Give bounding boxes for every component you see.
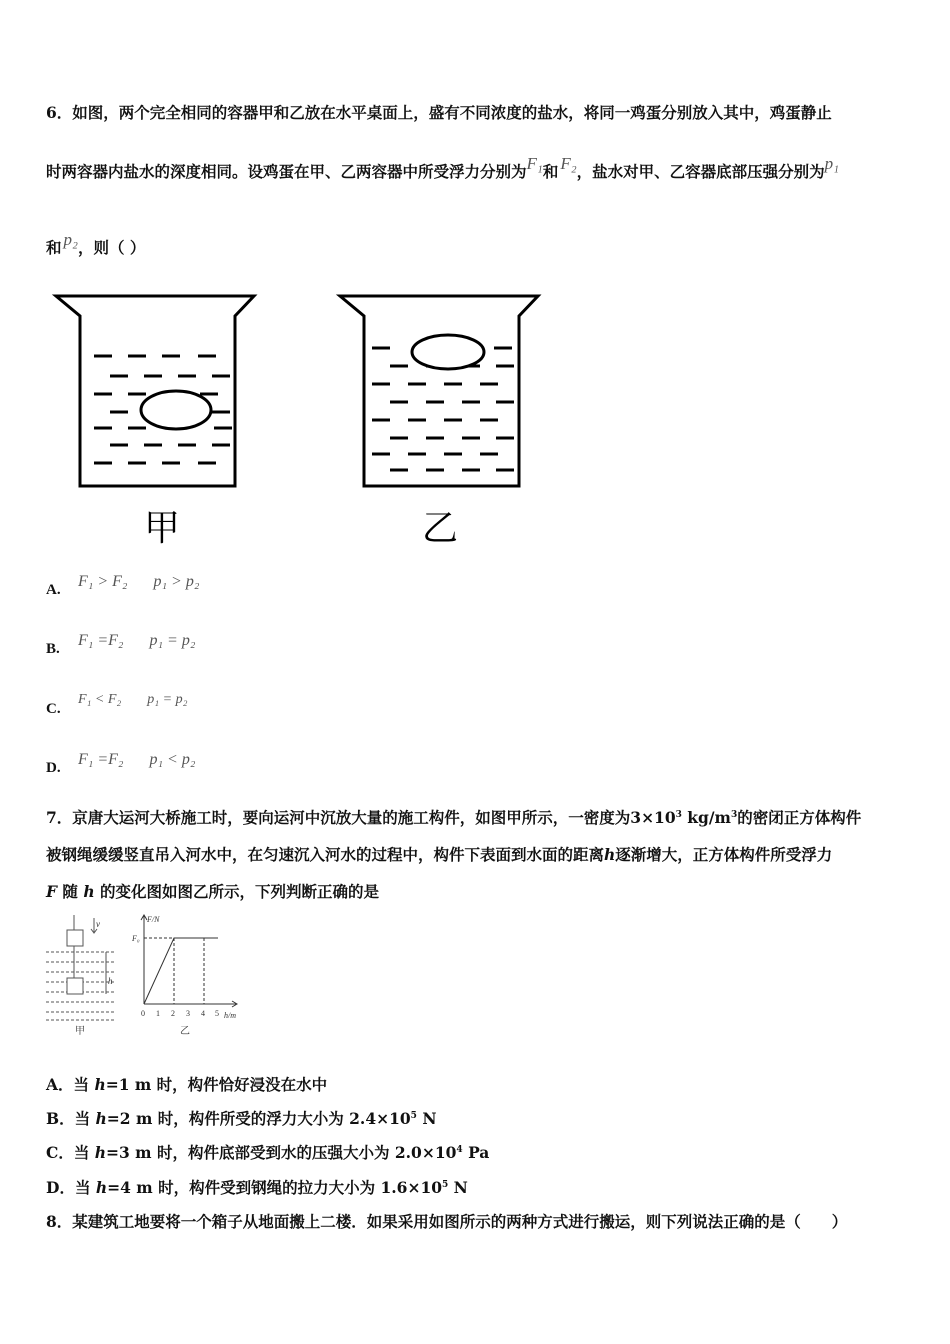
q7-fig-h: h xyxy=(108,976,113,986)
q6-and-2: 和 xyxy=(46,238,62,257)
q8-line-1: 8．某建筑工地要将一个箱子从地面搬上二楼．如果采用如图所示的两种方式进行搬运，则下列说法正确的是（ ） xyxy=(46,1212,848,1231)
q6-option-a-label: A. xyxy=(46,582,61,598)
q7-option-d-pre: D．当 xyxy=(46,1178,96,1197)
q6-line-1: 6．如图，两个完全相同的容器甲和乙放在水平桌面上，盛有不同浓度的盐水，将同一鸡蛋分别放入其中，鸡蛋静止 xyxy=(46,103,832,122)
q6-line-3 xyxy=(46,230,910,258)
q7-fig-yi xyxy=(141,915,237,1007)
q6-option-d-f: F₁ =F₂ xyxy=(78,751,124,768)
q6-line-2 xyxy=(46,154,910,182)
q6-option-c-math xyxy=(78,692,213,708)
q7-line-3a: 随 xyxy=(57,882,84,901)
q7-fig-tick-1: 1 xyxy=(156,1009,160,1018)
q7-option-d-post: N xyxy=(448,1178,468,1197)
q7-option-d-sup: 5 xyxy=(442,1179,449,1190)
q7-option-c-post: Pa xyxy=(462,1143,490,1162)
q7-option-b-post: N xyxy=(416,1109,437,1128)
q7-fig-tick-2: 2 xyxy=(171,1009,175,1018)
q6-and-1: 和 xyxy=(542,162,559,181)
q6-option-d-label: D. xyxy=(46,760,61,776)
q6-option-d-p: p₁ < p₂ xyxy=(149,751,196,768)
container-yi xyxy=(340,296,538,486)
label-yi: 乙 xyxy=(422,508,459,549)
q6-option-a-f: F₁ > F₂ xyxy=(78,573,128,590)
q7-fig-v: v xyxy=(96,919,100,929)
q7-line-2a: 被钢绳缓缓竖直吊入河水中，在匀速沉入河水的过程中，构件下表面到水面的距离 xyxy=(46,845,605,864)
q7-option-d[interactable] xyxy=(46,1176,910,1198)
q6-F1: F₁ xyxy=(526,154,543,173)
q7-fig-xlabel: h/m xyxy=(224,1011,236,1020)
q6-p2: p₂ xyxy=(63,230,78,249)
q7-line-3b: 的变化图如图乙所示，下列判断正确的是 xyxy=(94,882,379,901)
q7-line-2 xyxy=(46,843,910,865)
q7-fig-tick-5: 5 xyxy=(215,1009,219,1018)
q6-option-b-math xyxy=(78,632,221,650)
q7-option-a[interactable] xyxy=(46,1073,910,1095)
q6-p1: p₁ xyxy=(824,154,840,173)
q7-option-c-mid: =3 m 时，构件底部受到水的压强大小为 2.0×10 xyxy=(106,1143,457,1162)
q7-line-2-h: h xyxy=(604,845,616,864)
egg-jia xyxy=(141,391,211,429)
q7-line-3-h: h xyxy=(83,882,95,901)
q6-option-b-label: B. xyxy=(46,641,60,657)
q7-fig-F0: F₀ xyxy=(132,934,140,943)
q7-line-1c: 的密闭正方体构件 xyxy=(737,808,862,827)
q7-option-d-mid: =4 m 时，构件受到钢绳的拉力大小为 1.6×10 xyxy=(107,1178,443,1197)
q7-option-c-h: h xyxy=(94,1143,107,1162)
q7-option-a-mid: =1 m 时，构件恰好浸没在水中 xyxy=(105,1075,328,1094)
q7-line-3-F: F xyxy=(46,882,58,901)
q6-option-a-p: p₁ > p₂ xyxy=(153,573,200,590)
q7-option-c-sup: 4 xyxy=(456,1144,463,1155)
q6-option-c-f: F₁ < F₂ xyxy=(78,692,122,707)
q7-line-1 xyxy=(46,806,910,828)
q7-figure xyxy=(44,912,244,1038)
q6-option-a-math xyxy=(78,573,225,591)
q7-option-b-mid: =2 m 时，构件所受的浮力大小为 2.4×10 xyxy=(106,1109,411,1128)
q6-option-c-p: p₁ = p₂ xyxy=(147,692,188,707)
q7-option-b[interactable] xyxy=(46,1107,910,1129)
q6-line-3b: ，则（ ） xyxy=(77,238,146,257)
q6-container-figure xyxy=(50,290,560,552)
q6-line-2a: 时两容器内盐水的深度相同。设鸡蛋在甲、乙两容器中所受浮力分别为 xyxy=(46,162,527,181)
q7-option-b-sup: 5 xyxy=(410,1110,417,1121)
q7-option-a-h: h xyxy=(94,1075,106,1094)
q6-option-c-label: C. xyxy=(46,701,61,717)
q6-option-b-f: F₁ =F₂ xyxy=(78,632,124,649)
q7-line-1-sup2: 3 xyxy=(730,809,738,820)
q7-option-b-h: h xyxy=(95,1109,107,1128)
q7-option-d-h: h xyxy=(95,1178,108,1197)
q7-line-1-sup: 3 xyxy=(675,809,682,820)
q7-fig-label-yi: 乙 xyxy=(180,1026,190,1037)
q6-F2: F₂ xyxy=(560,154,577,173)
q7-option-a-pre: A．当 xyxy=(46,1075,95,1094)
q7-option-c[interactable] xyxy=(46,1141,910,1163)
q7-fig-label-jia: 甲 xyxy=(75,1026,85,1037)
q6-line-2b: ，盐水对甲、乙容器底部压强分别为 xyxy=(576,162,825,181)
q7-fig-jia xyxy=(46,915,114,1020)
q7-fig-ylabel: F/N xyxy=(147,915,160,924)
q7-option-c-pre: C．当 xyxy=(46,1143,95,1162)
label-jia: 甲 xyxy=(144,508,181,549)
q7-line-2b: 逐渐增大，正方体构件所受浮力 xyxy=(615,845,833,864)
q7-fig-tick-3: 3 xyxy=(186,1009,190,1018)
egg-yi xyxy=(412,335,484,369)
q7-fig-tick-4: 4 xyxy=(201,1009,205,1018)
q6-option-b-p: p₁ = p₂ xyxy=(149,632,196,649)
q7-line-1a: 7．京唐大运河大桥施工时，要向运河中沉放大量的施工构件，如图甲所示，一密度为3×10 xyxy=(46,808,676,827)
container-jia xyxy=(56,296,254,486)
q6-option-d-math xyxy=(78,751,221,769)
q7-fig-tick-0: 0 xyxy=(141,1009,145,1018)
q7-line-1b: kg/m xyxy=(681,808,731,827)
q7-option-b-pre: B．当 xyxy=(46,1109,96,1128)
q7-line-3 xyxy=(46,880,910,902)
